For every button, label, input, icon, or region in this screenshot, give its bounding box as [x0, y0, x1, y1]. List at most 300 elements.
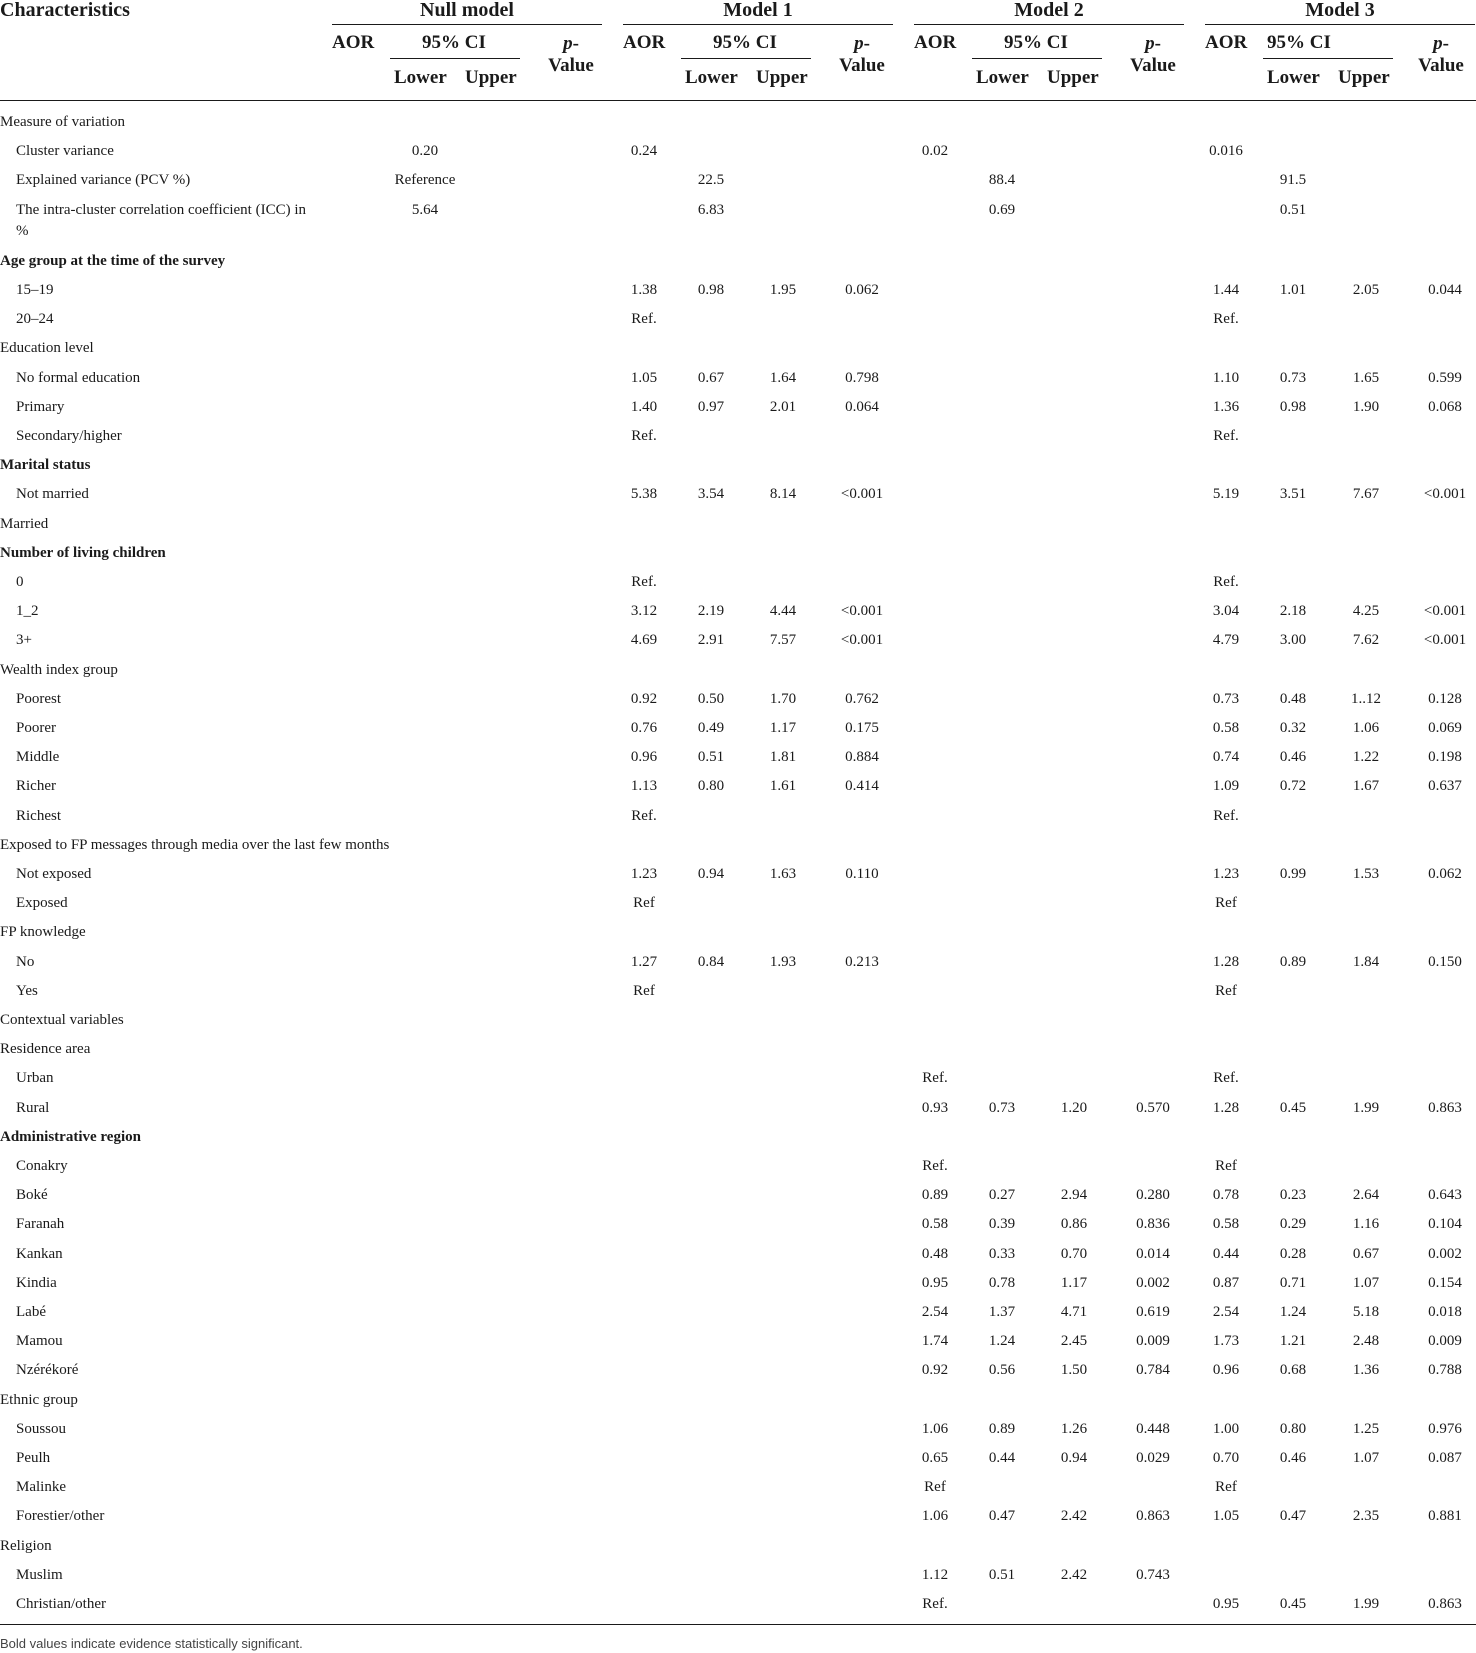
table-cell: 0.70 — [1212, 1450, 1240, 1466]
table-cell: 0.58 — [1212, 1216, 1240, 1233]
table-cell: 2.19 — [697, 603, 725, 620]
table-cell: 0.73 — [1279, 369, 1307, 386]
table-cell: 0.98 — [697, 282, 725, 298]
table-cell: 1.99 — [1352, 1099, 1380, 1116]
table-cell: 3.12 — [630, 603, 658, 620]
p-value-header-1: p- Value — [839, 33, 885, 76]
table-cell: 0.95 — [1212, 1596, 1240, 1612]
table-row — [0, 831, 1476, 860]
table-cell: 1.28 — [1212, 1099, 1240, 1116]
table-cell: 0.599 — [1428, 369, 1462, 386]
table-cell: 3.54 — [697, 486, 725, 503]
row-label: Forestier/other — [16, 1508, 105, 1525]
table-row — [0, 1094, 1476, 1123]
table-cell: 4.79 — [1212, 632, 1240, 649]
table-cell: 1.17 — [769, 720, 797, 736]
table-cell: 0.014 — [1136, 1245, 1170, 1262]
table-cell: 0.80 — [1279, 1420, 1307, 1437]
table-cell: 0.92 — [921, 1362, 949, 1379]
table-cell: 0.58 — [1212, 720, 1240, 736]
table-cell: 0.637 — [1428, 778, 1462, 795]
table-cell: 1.07 — [1352, 1450, 1380, 1466]
row-label: Richest — [16, 807, 61, 824]
row-label: Measure of variation — [0, 114, 125, 130]
table-cell: 1.64 — [769, 369, 797, 386]
table-cell: 0.762 — [845, 690, 879, 707]
table-cell: 2.64 — [1352, 1187, 1380, 1204]
p-label: p — [1433, 33, 1443, 54]
table-cell: 0.798 — [845, 369, 879, 386]
lower-header-2: Lower — [976, 67, 1029, 88]
table-cell: 1.05 — [1212, 1508, 1240, 1525]
table-cell: 2.05 — [1352, 282, 1380, 298]
table-cell: 2.91 — [697, 632, 725, 649]
table-cell: 1.28 — [1212, 953, 1240, 970]
table-cell: 1.93 — [769, 953, 797, 970]
row-label: Poorer — [16, 720, 56, 736]
table-row — [0, 889, 1476, 918]
table-row — [0, 276, 1476, 305]
table-cell: 0.104 — [1428, 1216, 1462, 1233]
table-cell: 1.40 — [630, 398, 658, 415]
table-cell: 1.74 — [921, 1333, 949, 1350]
table-row — [0, 656, 1476, 685]
table-cell: 1.06 — [1352, 720, 1380, 736]
table-cell: 0.619 — [1136, 1304, 1170, 1320]
row-label: Explained variance (PCV %) — [16, 172, 191, 189]
table-cell: Ref. — [631, 574, 657, 590]
table-cell: 1.23 — [1212, 866, 1240, 882]
row-label: 3+ — [16, 632, 32, 649]
table-cell: 0.068 — [1428, 398, 1462, 415]
table-cell: <0.001 — [840, 603, 884, 620]
ci-header-1: 95% CI — [713, 32, 777, 53]
table-bottom-rule — [0, 1624, 1476, 1625]
upper-header-null: Upper — [465, 67, 517, 88]
table-cell: 0.93 — [921, 1099, 949, 1116]
table-row — [0, 743, 1476, 772]
table-cell: 0.46 — [1279, 749, 1307, 766]
model-header-1: Model 1 — [723, 0, 793, 21]
table-cell: 0.46 — [1279, 1450, 1307, 1466]
model-rule-1 — [623, 24, 893, 25]
table-cell: 0.48 — [1279, 690, 1307, 707]
ci-rule-2 — [972, 58, 1102, 59]
table-cell: 0.65 — [921, 1450, 949, 1466]
table-row — [0, 166, 1476, 195]
header-bottom-rule — [0, 100, 1476, 101]
table-cell: 0.784 — [1136, 1362, 1170, 1379]
table-row — [0, 1240, 1476, 1269]
table-cell: 1.21 — [1279, 1333, 1307, 1350]
upper-header-1: Upper — [756, 67, 808, 88]
row-label: 20–24 — [16, 311, 54, 328]
table-cell: 1.65 — [1352, 369, 1380, 386]
row-label: No formal education — [16, 369, 141, 386]
table-cell: 0.044 — [1428, 282, 1462, 298]
table-cell: 2.54 — [1212, 1304, 1240, 1320]
table-cell: 0.47 — [988, 1508, 1016, 1525]
model-header-3: Model 3 — [1305, 0, 1375, 21]
table-cell: 0.009 — [1136, 1333, 1170, 1350]
row-label: Boké — [16, 1187, 48, 1204]
table-cell: 22.5 — [697, 172, 725, 189]
table-row — [0, 305, 1476, 334]
table-row — [0, 1035, 1476, 1064]
table-cell: 0.643 — [1428, 1187, 1462, 1204]
row-label: Urban — [16, 1070, 54, 1087]
table-row — [0, 1386, 1476, 1415]
table-row — [0, 510, 1476, 539]
table-cell: 0.064 — [845, 398, 879, 415]
table-cell: 1.37 — [988, 1304, 1016, 1320]
row-label: Nzérékoré — [16, 1362, 79, 1379]
table-cell: 1.36 — [1352, 1362, 1380, 1379]
table-cell: 0.128 — [1428, 690, 1462, 707]
table-cell: 1.06 — [921, 1420, 949, 1437]
table-cell: 0.71 — [1279, 1274, 1307, 1291]
table-cell: 0.98 — [1279, 398, 1307, 415]
row-label: Cluster variance — [16, 143, 114, 160]
table-row — [0, 108, 1476, 137]
table-cell: 1.70 — [769, 690, 797, 707]
lower-header-3: Lower — [1267, 67, 1320, 88]
table-cell: 0.016 — [1209, 143, 1243, 160]
table-cell: 0.51 — [1279, 201, 1307, 218]
row-label: Marital status — [0, 457, 91, 474]
table-cell: 0.976 — [1428, 1420, 1462, 1437]
aor-header-null: AOR — [332, 32, 375, 53]
table-cell: 0.97 — [697, 398, 725, 415]
row-label: Secondary/higher — [16, 428, 122, 444]
row-label: Age group at the time of the survey — [0, 252, 226, 269]
table-cell: Ref. — [1213, 311, 1239, 328]
row-label: Labé — [16, 1304, 46, 1320]
table-cell: 0.69 — [988, 201, 1016, 218]
table-row — [0, 1502, 1476, 1531]
table-row — [0, 918, 1476, 947]
table-header — [0, 0, 1476, 102]
table-cell: Reference — [394, 172, 456, 189]
table-cell: 0.74 — [1212, 749, 1240, 766]
table-row — [0, 948, 1476, 977]
table-cell: 1.27 — [630, 953, 658, 970]
p-label: p — [1145, 33, 1155, 54]
table-cell: 5.19 — [1212, 486, 1240, 503]
row-label: 0 — [16, 574, 24, 590]
table-cell: 1.90 — [1352, 398, 1380, 415]
table-cell: 1.05 — [630, 369, 658, 386]
table-cell: Ref. — [1213, 1070, 1239, 1087]
table-cell: 3.51 — [1279, 486, 1307, 503]
table-row — [0, 1532, 1476, 1561]
table-cell: 1.81 — [769, 749, 797, 766]
table-cell: Ref. — [922, 1070, 948, 1087]
p-value-header-2: p- Value — [1130, 33, 1176, 76]
table-cell: 4.71 — [1060, 1304, 1088, 1320]
table-cell: 0.92 — [630, 690, 658, 707]
table-row — [0, 1064, 1476, 1093]
table-cell: 0.51 — [988, 1566, 1016, 1583]
table-row — [0, 626, 1476, 655]
table-cell: 0.884 — [845, 749, 879, 766]
table-cell: 1.84 — [1352, 953, 1380, 970]
table-cell: 0.154 — [1428, 1274, 1462, 1291]
table-cell: 0.80 — [697, 778, 725, 795]
table-cell: 0.069 — [1428, 720, 1462, 736]
table-cell: 0.99 — [1279, 866, 1307, 882]
table-cell: 0.062 — [1428, 866, 1462, 882]
table-cell: 0.86 — [1060, 1216, 1088, 1233]
table-cell: 1.99 — [1352, 1596, 1380, 1612]
table-cell: 0.24 — [630, 143, 658, 160]
ci-rule-1 — [681, 58, 811, 59]
row-label: Residence area — [0, 1041, 91, 1058]
ci-header-null: 95% CI — [422, 32, 486, 53]
row-label: Malinke — [16, 1479, 66, 1496]
table-row — [0, 539, 1476, 568]
table-row — [0, 1298, 1476, 1327]
row-label: 1_2 — [16, 603, 39, 620]
table-row — [0, 196, 1476, 247]
table-cell: 0.45 — [1279, 1596, 1307, 1612]
table-cell: <0.001 — [1423, 632, 1467, 649]
table-cell: 0.94 — [697, 866, 725, 882]
table-row — [0, 1590, 1476, 1619]
row-label: Mamou — [16, 1333, 63, 1350]
table-cell: 0.863 — [1136, 1508, 1170, 1525]
table-cell: 0.50 — [697, 690, 725, 707]
table-cell: 0.002 — [1136, 1274, 1170, 1291]
ci-header-3: 95% CI — [1267, 32, 1331, 53]
row-label: Soussou — [16, 1420, 67, 1437]
table-cell: 0.062 — [845, 282, 879, 298]
table-row — [0, 1152, 1476, 1181]
table-cell: 2.35 — [1352, 1508, 1380, 1525]
table-cell: 1.38 — [630, 282, 658, 298]
table-cell: 1.24 — [1279, 1304, 1307, 1320]
table-cell: 0.02 — [921, 143, 949, 160]
table-row — [0, 977, 1476, 1006]
table-cell: 1.09 — [1212, 778, 1240, 795]
table-cell: 7.57 — [769, 632, 797, 649]
table-row — [0, 364, 1476, 393]
lower-header-null: Lower — [394, 67, 447, 88]
table-cell: 1.25 — [1352, 1420, 1380, 1437]
table-cell: 0.67 — [697, 369, 725, 386]
row-label: The intra-cluster correlation coefficient (ICC) in % — [16, 201, 307, 239]
table-cell: Ref — [1215, 895, 1237, 912]
table-row — [0, 1415, 1476, 1444]
table-row — [0, 1444, 1476, 1473]
model-header-2: Model 2 — [1014, 0, 1084, 21]
table-cell: 4.69 — [630, 632, 658, 649]
table-cell: 0.175 — [845, 720, 879, 736]
p-value-header-3: p- Value — [1418, 33, 1464, 76]
table-cell: 8.14 — [769, 486, 797, 503]
table-cell: 0.863 — [1428, 1099, 1462, 1116]
table-cell: 0.23 — [1279, 1187, 1307, 1204]
ci-header-2: 95% CI — [1004, 32, 1068, 53]
row-label: Conakry — [16, 1158, 68, 1174]
row-label: Wealth index group — [0, 661, 118, 678]
table-cell: 1.17 — [1060, 1274, 1088, 1291]
table-cell: 0.20 — [411, 143, 439, 160]
row-label: Yes — [16, 982, 38, 999]
table-cell: 0.29 — [1279, 1216, 1307, 1233]
table-cell: 1.00 — [1212, 1420, 1240, 1437]
table-cell: 0.68 — [1279, 1362, 1307, 1379]
row-label: Contextual variables — [0, 1012, 124, 1028]
table-row — [0, 247, 1476, 276]
table-row — [0, 1561, 1476, 1590]
table-row — [0, 480, 1476, 509]
table-cell: 2.54 — [921, 1304, 949, 1320]
table-cell: 0.863 — [1428, 1596, 1462, 1612]
table-cell: Ref — [633, 982, 655, 999]
table-cell: 0.94 — [1060, 1450, 1088, 1466]
model-header-null: Null model — [420, 0, 514, 21]
table-cell: 0.89 — [1279, 953, 1307, 970]
row-label: 15–19 — [16, 282, 54, 298]
table-cell: 0.87 — [1212, 1274, 1240, 1291]
row-label: Richer — [16, 778, 56, 795]
table-cell: 1.22 — [1352, 749, 1380, 766]
value-label: Value — [1418, 55, 1464, 76]
table-cell: Ref. — [1213, 574, 1239, 590]
table-cell: 0.029 — [1136, 1450, 1170, 1466]
table-cell: Ref. — [631, 807, 657, 824]
table-cell: 0.414 — [845, 778, 879, 795]
table-cell: 2.45 — [1060, 1333, 1088, 1350]
table-cell: Ref — [1215, 1479, 1237, 1496]
table-cell: 0.89 — [921, 1187, 949, 1204]
table-cell: 0.009 — [1428, 1333, 1462, 1350]
table-cell: 2.42 — [1060, 1566, 1088, 1583]
table-cell: 3.04 — [1212, 603, 1240, 620]
table-cell: 1.16 — [1352, 1216, 1380, 1233]
row-label: No — [16, 953, 35, 970]
row-label: Ethnic group — [0, 1391, 78, 1408]
table-row — [0, 685, 1476, 714]
table-cell: 0.58 — [921, 1216, 949, 1233]
row-label: Exposed — [16, 895, 68, 912]
table-cell: 0.95 — [921, 1274, 949, 1291]
table-row — [0, 1269, 1476, 1298]
table-cell: 0.28 — [1279, 1245, 1307, 1262]
table-cell: Ref. — [631, 428, 657, 444]
table-row — [0, 451, 1476, 480]
row-label: Middle — [16, 749, 60, 766]
table-cell: 91.5 — [1279, 172, 1307, 189]
table-cell: 0.76 — [630, 720, 658, 736]
upper-header-3: Upper — [1338, 67, 1390, 88]
row-label: Poorest — [16, 690, 61, 707]
table-cell: 0.44 — [988, 1450, 1016, 1466]
table-cell: 0.788 — [1428, 1362, 1462, 1379]
table-cell: 0.743 — [1136, 1566, 1170, 1583]
table-cell: 0.213 — [845, 953, 879, 970]
row-label: Number of living children — [0, 544, 166, 561]
table-cell: 0.280 — [1136, 1187, 1170, 1204]
table-cell: 0.45 — [1279, 1099, 1307, 1116]
model-rule-3 — [1205, 24, 1475, 25]
table-cell: 0.570 — [1136, 1099, 1170, 1116]
table-cell: 0.48 — [921, 1245, 949, 1262]
table-cell: 1.06 — [921, 1508, 949, 1525]
table-cell: <0.001 — [840, 632, 884, 649]
table-row — [0, 1473, 1476, 1502]
row-label: Exposed to FP messages through media over the last few months — [0, 836, 390, 853]
table-cell: 5.18 — [1352, 1304, 1380, 1320]
table-cell: 1.10 — [1212, 369, 1240, 386]
table-cell: 0.33 — [988, 1245, 1016, 1262]
table-cell: Ref — [633, 895, 655, 912]
ci-rule-3 — [1263, 58, 1393, 59]
table-cell: 0.56 — [988, 1362, 1016, 1379]
table-cell: 1.01 — [1279, 282, 1307, 298]
table-cell: 0.78 — [988, 1274, 1016, 1291]
table-cell: 1.50 — [1060, 1362, 1088, 1379]
table-cell: Ref. — [1213, 807, 1239, 824]
table-row — [0, 1181, 1476, 1210]
table-cell: 1.44 — [1212, 282, 1240, 298]
table-row — [0, 714, 1476, 743]
table-cell: 0.51 — [697, 749, 725, 766]
table-cell: 0.73 — [988, 1099, 1016, 1116]
table-cell: 2.18 — [1279, 603, 1307, 620]
table-row — [0, 860, 1476, 889]
table-cell: 7.67 — [1352, 486, 1380, 503]
table-cell: 0.150 — [1428, 953, 1462, 970]
value-label: Value — [1130, 55, 1176, 76]
lower-header-1: Lower — [685, 67, 738, 88]
table-cell: 5.38 — [630, 486, 658, 503]
row-label: Peulh — [16, 1450, 51, 1466]
row-label: Married — [0, 515, 49, 532]
characteristics-header: Characteristics — [0, 0, 130, 21]
value-label: Value — [548, 55, 594, 76]
table-cell: 1.07 — [1352, 1274, 1380, 1291]
table-cell: 4.25 — [1352, 603, 1380, 620]
table-cell: 0.836 — [1136, 1216, 1170, 1233]
row-label: Kindia — [16, 1274, 57, 1291]
table-cell: 0.198 — [1428, 749, 1462, 766]
row-label: Faranah — [16, 1216, 65, 1233]
table-cell: 88.4 — [988, 172, 1016, 189]
p-value-header-null: p- Value — [548, 33, 594, 76]
table-cell: 0.67 — [1352, 1245, 1380, 1262]
table-row — [0, 334, 1476, 363]
row-label: Religion — [0, 1537, 52, 1554]
table-cell: <0.001 — [1423, 603, 1467, 620]
row-label: Rural — [16, 1099, 50, 1116]
table-cell: 1.61 — [769, 778, 797, 795]
model-rule-2 — [914, 24, 1184, 25]
table-cell: 0.44 — [1212, 1245, 1240, 1262]
table-cell: 1.73 — [1212, 1333, 1240, 1350]
table-cell: 0.881 — [1428, 1508, 1462, 1525]
table-cell: 1.24 — [988, 1333, 1016, 1350]
table-cell: 3.00 — [1279, 632, 1307, 649]
table-cell: 0.89 — [988, 1420, 1016, 1437]
table-cell: 0.73 — [1212, 690, 1240, 707]
row-label: Not married — [16, 486, 89, 503]
table-cell: Ref. — [922, 1158, 948, 1174]
table-cell: 0.47 — [1279, 1508, 1307, 1525]
table-row — [0, 1006, 1476, 1035]
row-label: Primary — [16, 398, 65, 415]
